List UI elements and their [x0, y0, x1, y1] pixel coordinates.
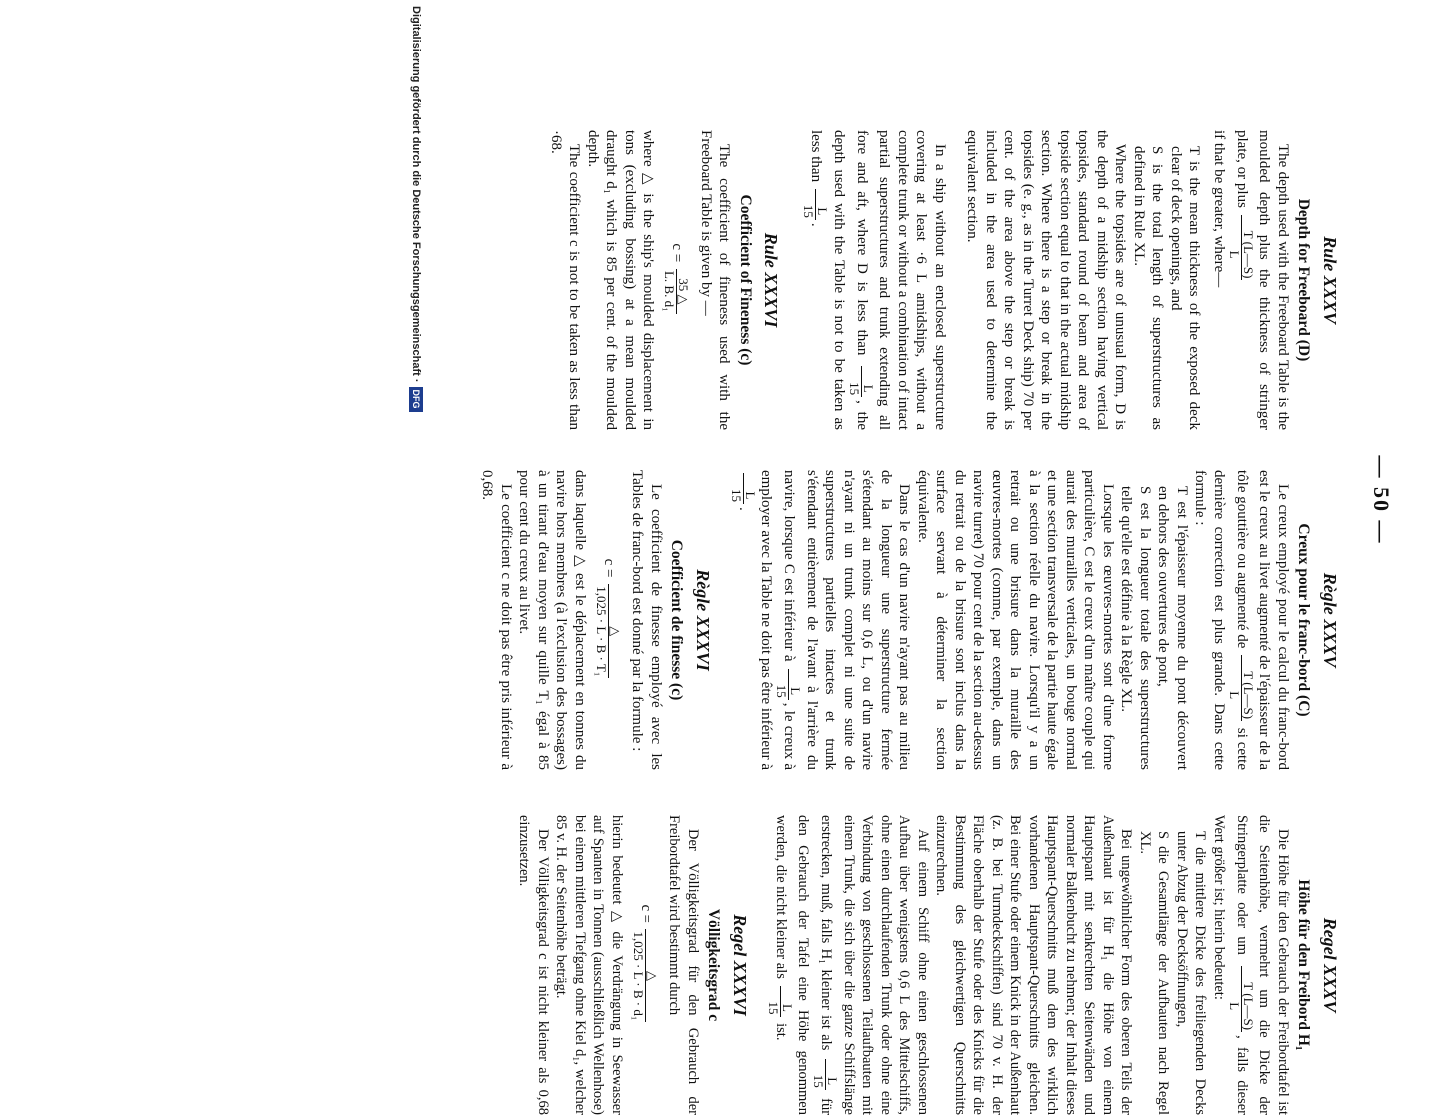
french-formula: c = △ 1,025 · L · B · T₁ [594, 558, 623, 677]
french-rule35-p3: Dans le cas d'un navire n'ayant pas au milieu de la longueur une superstructure fermée s'étendant au moins sur 0,6 L, ou d'un navire n'ayant ni un trunk complet ni une suite de superstructures partielles intactes et trunk s'étendant entièrement de l'avant à l'arrière du navire, lorsque C est inférieur à L 15 , le creux à employer avec la Table ne doit pas être inférieur à L 15 . [729, 470, 913, 770]
german-def-t: T die mittlere Dicke des freiliegenden Decks unter Abzug der Decksöffnungen, [1174, 831, 1209, 1115]
german-rule35-p1: Die Höhe für den Gebrauch der Freibordtafel ist die Seitenhöhe, vermehrt um die Dicke der Stringerplatte oder um T (L—S) L , falls dieser Wert größer ist; hierin bedeutet: [1211, 815, 1291, 1115]
french-rule36-heading: Règle XXXVI [693, 569, 713, 671]
english-rule35-subheading: Depth for Freeboard (D) [1295, 198, 1313, 362]
english-def-t: T is the mean thickness of the exposed deck clear of deck openings, and [1168, 146, 1203, 430]
german-def-s: S die Gesamtlänge der Aufbauten nach Regel XL. [1137, 831, 1172, 1115]
german-rule35-p2: Bei ungewöhnlicher Form des oberen Teils der Außenhaut ist für H₁ die Höhe von einem Hauptspant mit senkrechten Seitenwänden und normaler Balkenbucht zu nehmen; der Inhalt dieses Hauptspant-Querschnitts muß dem des wirklich vorhandenen Hauptspant-Querschnitts gleichen. Bei einer Stufe oder einem Knick in der Außenhaut (z. B. bei Turmdeckschiffen) sind 70 v. H. der Fläche oberhalb der Stufe oder des Knicks für die Bestimmung des gleichwertigen Querschnitts einzurechnen. [933, 815, 1135, 1115]
french-rule35-subheading: Creux pour le franc-bord (C) [1295, 523, 1313, 717]
french-column [478, 470, 1339, 770]
german-rule35-subheading: Höhe für den Freibord H₁ [1295, 879, 1313, 1051]
english-rule35-p1-end: if that be greater, where— [1211, 130, 1227, 288]
french-def-t: T est l'épaisseur moyenne du pont découvert en dehors des ouvertures de pont, [1155, 486, 1190, 770]
english-formula: c = 35 △ L. B. d₁ [662, 243, 692, 312]
page-number: — 50 — [1369, 455, 1394, 545]
french-rule36-p3: Le coefficient c ne doit pas être pris inférieur à 0,68. [479, 470, 514, 770]
german-rule36-p3: Der Völligkeitsgrad c ist nicht kleiner als 0,68 einzusetzen. [516, 815, 551, 1115]
footer-text: Digitalisierung gefördert durch die Deutsche Forschungsgemeinschaft · [410, 6, 422, 383]
english-rule36-p1: The coefficient of fineness used with the Freeboard Table is given by — [698, 130, 733, 430]
german-rule36-heading: Regel XXXVI [730, 914, 750, 1016]
english-rule36-heading: Rule XXXVI [761, 232, 782, 328]
french-def-s: S est la longueur totale des superstructures telle qu'elle est définie à la Règle XL. [1118, 486, 1153, 770]
english-rule35-p2: Where the topsides are of unusual form, D is the depth of a midship section having vertical topsides, standard round of beam and area of topside section equal to that in the actual midship section. Where there is a step or break in the topsides (e. g., as in the Turret Deck ship) 70 per cent. of the area above the step or break is included in the area used to determine the equivalent section. [964, 130, 1129, 430]
german-rule36-p2: hierin bedeutet △ die Verdrängung in Seewasser auf Spanten in Tonnen (ausschließlich Wellenhose) bei einem mittleren Tiefgang ohne Kiel d₁, welcher 85 v. H. der Seitenhöhe beträgt. [553, 815, 625, 1115]
english-fraction: T (L—S) L [1228, 215, 1255, 281]
german-rule36-subheading: Völligkeitsgrad c [705, 908, 723, 1022]
french-rule35-p1: Le creux employé pour le calcul du franc-bord est le creux au livet augmenté de l'épaisseur de la tôle gouttière ou augmenté de T (L—S) L si cette dernière correction est plus grande. Dans cette formule : [1192, 470, 1291, 771]
french-rule35-heading: Règle XXXV [1320, 572, 1340, 668]
english-rule35-heading: Rule XXXV [1320, 236, 1340, 324]
german-rule35-p3: Auf einem Schiff ohne einen geschlossenen Aufbau über wenigstens 0,6 L des Mittelschiffs, ohne einen durchlaufenden Trunk oder ohne eine Verbindung von geschlossenen Teilaufbauten mit einem Trunk, die sich über die ganze Schiffslänge erstrecken, muß, falls H₁ kleiner ist als L 15 für den Gebrauch der Tafel eine Höhe genommen werden, die nicht kleiner als L 15 ist. [766, 815, 931, 1115]
english-rule36-p3: The coefficient c is not to be taken as less than ·68. [548, 130, 583, 430]
french-rule36-p1: Le coefficient de finesse employé avec les Tables de franc-bord est donné par la formule : [629, 470, 664, 770]
german-column-body [515, 815, 1339, 1115]
german-rule36-p1: Der Völligkeitsgrad für den Gebrauch der Freibordtafel wird bestimmt durch [666, 815, 701, 1115]
english-rule36-p2: where △ is the ship's moulded displacement in tons (excluding bossing) at a mean moulded draught d₁ which is 85 per cent. of the moulded depth. [585, 130, 657, 430]
digitization-footer [406, 0, 426, 1006]
french-rule36-subheading: Coefficient de finesse (c) [668, 539, 686, 701]
french-rule36-p2: dans laquelle △ est le déplacement en tonnes du navire hors membres (à l'exclusion des bossages) à un tirant d'eau moyen sur quille T₁ égal à 85 pour cent du creux au livet. [516, 470, 588, 770]
dfg-logo: DFG [409, 387, 423, 412]
english-rule36-subheading: Coefficient of Fineness (c) [737, 194, 754, 366]
english-rule35-p3: In a ship without an enclosed superstructure covering at least ·6 L amidships, without a complete trunk or without a combination of intact partial superstructures and trunk extending all fore and aft, where D is less than L 15 , the depth used with the Table is not to be taken as less than L 15 . [801, 130, 948, 430]
german-rule35-heading: Regel XXXV [1320, 917, 1340, 1013]
english-fraction-l15: L 15 [848, 366, 875, 397]
english-fraction-l15-b: L 15 [803, 189, 830, 220]
english-def-s: S is the total length of superstructures as defined in Rule XL. [1131, 146, 1166, 430]
english-rule35-p1: The depth used with the Freeboard Table is the moulded depth plus the thickness of stringer plate, or plus T (L—S) L [1227, 130, 1291, 430]
french-rule35-p2: Lorsque les œuvres-mortes sont d'une forme particulière, C est le creux d'un maître couple qui aurait des murailles verticales, un bouge normal et une section transversale de la partie haute égale à la section réelle du navire. Lorsqu'il y a un retrait ou une brisure dans la muraille des œuvres-mortes (comme, par exemple, dans un navire turret) 70 pour cent de la section au-dessus du retrait ou de la brisure sont inclus dans la surface servant à déterminer la section équivalente. [915, 470, 1116, 770]
english-column [547, 130, 1340, 430]
german-formula: c = △ 1,025 · L · B · d₁ [631, 904, 660, 1021]
